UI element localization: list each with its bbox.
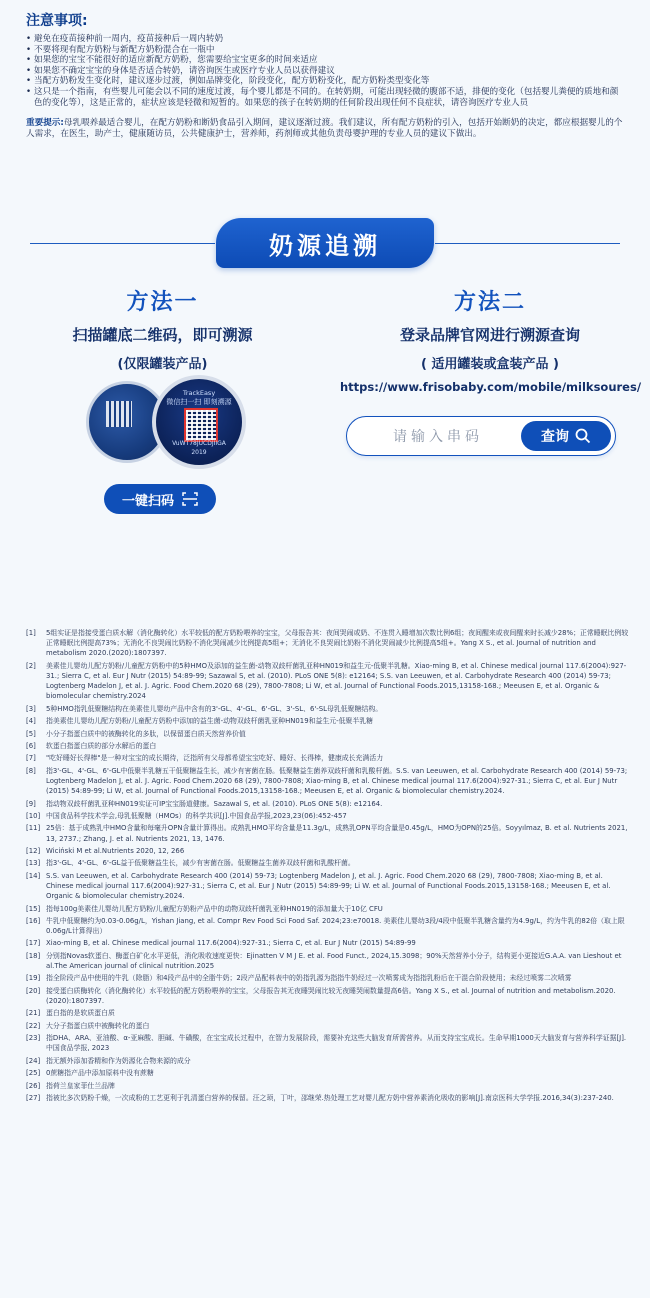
serial-input[interactable] (363, 425, 513, 449)
query-button-label: 查询 (541, 429, 569, 445)
method-one-desc: 扫描罐底二维码，即可溯源 (72, 326, 253, 344)
reference-text: 指3'-GL、4'-GL、6'-GL中低聚半乳糖五干低聚糖益生长，减少有害菌在肠。低聚糖益生菌养双歧杆菌和乳酸杆菌。S.S. van Leeuwen, et al. Carbohydrate Research 400 (2014) 59-73; Logtenberg Madelon J, et al. J. Agric. Food Chem.2020 68 (29), 7800-7808; Xiao-ming B, et al. Chinese medical journal 117.6(2004):927-31.; Sierra C, et al. Eur J Nutr (2015) 54:89-99; Li W, et al. Journal of Functional Foods.2015,13158-168.; Meeusen E, et al. Organic & biomolecular chemistry.2024. (46, 766, 628, 796)
lens-scan-text: 微信扫一扫 即刻溯源 (166, 398, 232, 406)
reference-item (26, 1068, 632, 1078)
reference-number: [24] (26, 1056, 41, 1065)
search-icon (575, 428, 591, 444)
list-item: • 避免在疫苗接种前一周内，疫苗接种后一周内转奶 (26, 34, 626, 45)
reference-text: 25倍：基于成熟乳中HMO含量和每毫升OPN含量计算得出。成熟乳HMO平均含量是11.3g/L，成熟乳OPN平均含量是0.45g/L，HMO为OPN的25倍。Soyyılmaz, B. et al. Nutrients 2021, 13, 2737.; Zhang, J. et al. Nutrients 2021, 13, 1476. (46, 824, 628, 843)
reference-number: [21] (26, 1009, 41, 1018)
reference-text: 分别指Novas软蛋白、酶蛋白矿化水平更低，消化吸收速度更快：Ejinatten V M J E. et al. Food Funct., 2024,15.3098；90%天然营养小分子，结构更小更接近G.A.A. van Lieshout et al.The American journal of clinical nutrition.2025 (46, 951, 622, 971)
reference-text: 指荷兰皇家菲仕兰品牌 (46, 1081, 115, 1090)
list-item: • 这只是一个指南，有些婴儿可能会以不同的速度过渡，每个婴儿都是不同的。在转奶期，可能出现轻微的腹部不适，排便的变化（包括婴儿粪便的质地和颜色的变化等），这是正常的，症状应该是轻微和短暂的。如果您的孩子在转奶期的任何阶段出现任何不良症状，请咨询医疗专业人员 (26, 87, 626, 108)
reference-text: 大分子指蛋白质中被酶转化的蛋白 (46, 1021, 150, 1030)
lens-year-text: 2019 (191, 449, 207, 456)
reference-item (26, 846, 632, 856)
can-qr-code (106, 401, 132, 427)
can-qr-illustration (68, 375, 248, 475)
reference-number: [14] (26, 871, 41, 880)
reference-item (26, 871, 632, 902)
reference-number: [17] (26, 939, 41, 948)
reference-number: [27] (26, 1094, 41, 1102)
reference-text: 指每100g美素佳儿婴幼儿配方奶粉/儿童配方奶粉产品中的动物双歧杆菌乳亚种HN019的添加量大于10亿 CFU (46, 904, 383, 913)
reference-item (26, 766, 632, 797)
reference-text: 0蔗糖指产品中添加原料中没有蔗糖 (46, 1069, 154, 1078)
method-two-desc: 登录品牌官网进行溯源查询 (399, 326, 580, 344)
reference-text: 软蛋白指蛋白质的部分水解后的蛋白 (46, 741, 157, 750)
reference-text: S.S. van Leeuwen, et al. Carbohydrate Research 400 (2014) 59-73; Logtenberg Madelon J, et al. J. Agric. Food Chem.2020 68 (29), 7800-7808; Xiao-ming B, et al. Chinese medical journal 117.6(2004):927-31.; Sierra C, et al. Eur J Nutr (2015) 54:89-99; Li W. et al. Journal of Functional Foods.2015,13158-168.; Meeusen E, et al. Organic & biomolecular chemistry.2024. (46, 871, 611, 901)
scan-button[interactable] (104, 484, 216, 514)
reference-text: 指美素佳儿婴幼儿配方奶粉/儿童配方奶粉中添加的益生菌-动物双歧杆菌乳亚种HN019和益生元-低聚半乳糖 (46, 717, 374, 726)
reference-text: 蛋白指的是软质蛋白质 (46, 1009, 115, 1018)
reference-item (26, 1033, 632, 1053)
lens-brand-text: TrackEasy (182, 389, 216, 397)
reference-item (26, 811, 632, 821)
reference-number: [5] (26, 729, 36, 738)
reference-text: 牛乳中低聚糖约为0.03-0.06g/L，Yishan Jiang, et al. Compr Rev Food Sci Food Saf. 2024;23:e70018. 美素佳儿婴幼3段/4段中低聚半乳糖含量约为4.9g/L，约为牛乳的82倍（取上限0.06g/L计算得出） (46, 916, 625, 936)
reference-item (26, 904, 632, 914)
reference-number: [8] (26, 766, 36, 775)
reference-text: 指动物双歧杆菌乳亚种HN019实证可IP宝宝肠道健康。Sazawal S, et al. (2010). PLoS ONE 5(8): e12164. (46, 799, 383, 808)
method-one (40, 285, 285, 372)
reference-text: 指无额外添加香精和作为奶源化合物来源的成分 (46, 1056, 191, 1065)
reference-text: 接受蛋白质酶转化（消化酶转化）水平较低的配方奶粉喂养的宝宝，父母报告其无夜睡哭闹比较无夜睡哭闹数量提高6倍。Yang X S., et al. Journal of nutrition and metabolism.2020.(2020):1807397. (46, 986, 616, 1006)
notice-list (26, 34, 626, 108)
reference-item (26, 741, 632, 751)
method-two-note: ( 适用罐装或盒装产品 ) (421, 357, 559, 372)
reference-number: [25] (26, 1069, 41, 1078)
official-url[interactable]: https://www.frisobaby.com/mobile/milksoures/ (340, 380, 642, 394)
method-two (340, 285, 640, 394)
reference-item (26, 1081, 632, 1091)
reference-item (26, 973, 632, 983)
reference-item (26, 986, 632, 1006)
reference-text: 小分子指蛋白质中的被酶转化的多肽，以保留蛋白质天然营养价值 (46, 729, 246, 738)
divider (30, 243, 215, 244)
method-two-title: 方法二 (453, 290, 526, 315)
reference-item (26, 951, 632, 971)
list-item: • 如果您的宝宝不能很好的适应新配方奶粉，您需要给宝宝更多的时间来适应 (26, 55, 626, 66)
reference-item (26, 916, 632, 936)
reference-item (26, 823, 632, 843)
reference-item (26, 799, 632, 809)
notice-section (26, 10, 626, 140)
reference-number: [10] (26, 811, 41, 820)
reference-text: 美素佳儿婴幼儿配方奶粉/儿童配方奶粉中的5种HMO及添加的益生菌-动物双歧杆菌乳亚种HN019和益生元-低聚半乳糖。Xiao-ming B, et al. Chinese medical journal 117.6(2004):927-31.; Sierra C, et al. Eur J Nutr (2015) 54:89-99; Sazawal S, et al. (2010). PLoS ONE 5(8): e12164; S.S. van Leeuwen, et al. Carbohydrate Research 400 (2014) 59-73; Logtenberg Madelon J, et al. J. Agric. Food Chem.2020 68 (29), 7800-7808; Li W, et al. Journal of Functional Foods.2015,13158-168.; Meeusen E, et al. Organic & biomolecular chemistry.2024 (46, 661, 627, 701)
list-item: • 如果您不确定宝宝的身体是否适合转奶，请咨询医生或医疗专业人员以获得建议 (26, 66, 626, 77)
method-one-title: 方法一 (126, 290, 199, 315)
reference-item (26, 1093, 632, 1103)
reference-text: Xiao-ming B, et al. Chinese medical journal 117.6(2004):927-31.; Sierra C, et al. Eur J Nutr (2015) 54:89-99 (46, 939, 416, 948)
reference-number: [19] (26, 974, 41, 983)
reference-number: [23] (26, 1034, 41, 1043)
list-item: • 当配方奶粉发生变化时，建议逐步过渡，例如品牌变化，阶段变化，配方奶粉变化，配方奶粉类型变化等 (26, 76, 626, 87)
list-item: • 不要将现有配方奶粉与新配方奶粉混合在一瓶中 (26, 45, 626, 56)
reference-number: [26] (26, 1081, 41, 1090)
reference-number: [2] (26, 661, 36, 670)
reference-number: [12] (26, 846, 41, 855)
reference-item (26, 858, 632, 868)
method-one-note: (仅限罐装产品) (117, 357, 208, 372)
reference-number: [3] (26, 704, 36, 713)
reference-number: [11] (26, 824, 41, 833)
reference-text: 中国食品科学技术学会,母乳低聚糖（HMOs）的科学共识[J].中国食品学报,2023,23(06):452-457 (46, 811, 347, 820)
reference-number: [13] (26, 859, 41, 868)
reference-text: "吃好睡好长得棒"是一种对宝宝的成长期待，泛指所有父母都希望宝宝吃好、睡好、长得棒，健康成长充满活力 (46, 754, 384, 763)
magnifier-qr (152, 375, 246, 469)
reference-item (26, 1021, 632, 1031)
reference-text: 指被比多次奶粉千燥，一次成粉的工艺更利于乳清蛋白营养的保留。汪之顼，丁叶，邵继荣.热处理工艺对婴儿配方奶中营养素消化吸收的影响[J].南京医科大学学报.2016,34(3):237-240. (46, 1094, 614, 1102)
reference-item (26, 938, 632, 948)
reference-text: 5组实证是指接受蛋白质水解（消化酶转化）水平较低的配方奶粉喂养的宝宝，父母报告其：夜间哭闹或奶、不连贯入睡增加次数比例6组；夜间醒来或夜间醒来时长减少28%；正常睡眠比例较正常睡眠比例提高73%；无消化不良哭闹比奶粉不消化哭闹减少比例提高5组+；无消化不良哭闹比奶粉不消化哭闹减少比例提高5组+。Yang X S., et al. Journal of nutrition and metabolism 2020.(2020):1807397. (46, 629, 629, 658)
reference-item (26, 716, 632, 726)
reference-number: [6] (26, 741, 36, 750)
reference-item (26, 628, 632, 659)
reference-item (26, 729, 632, 739)
reference-number: [1] (26, 629, 36, 637)
reference-number: [4] (26, 717, 36, 726)
serial-search-box (346, 416, 616, 456)
trace-title: 奶源追溯 (216, 218, 434, 268)
divider (435, 243, 620, 244)
notice-title: 注意事项: (26, 13, 88, 29)
reference-number: [16] (26, 916, 41, 925)
reference-text: 指DHA、ARA、亚油酸、α-亚麻酸、胆碱、牛磺酸，在宝宝成长过程中，在智力发展阶段，需要补充这些大脑发育所需营养。从而支持宝宝成长。生命早期1000天大脑发育与营养科学证据[J].中国食品学报, 2023 (46, 1034, 627, 1053)
reference-item (26, 704, 632, 714)
lens-code-text: VuWT78JUCDJIIGA (172, 440, 226, 447)
reference-number: [7] (26, 754, 36, 763)
reference-text: Wiciński M et al.Nutrients 2020, 12, 266 (46, 846, 185, 855)
tip-text: 母乳喂养最适合婴儿，在配方奶粉和断奶食品引入期间，建议逐渐过渡。我们建议，所有配方奶粉的引入，包括开始断奶的决定，都应根据婴儿的个人需求，在医生，助产士，健康随访员，公共健康护士，营养师，药剂师或其他负责母婴护理的专业人员的建议下做出。 (26, 118, 623, 140)
reference-item (26, 753, 632, 763)
reference-item (26, 1008, 632, 1018)
trace-header (0, 218, 650, 268)
tip-label: 重要提示: (26, 118, 64, 129)
reference-number: [22] (26, 1021, 41, 1030)
reference-item (26, 661, 632, 702)
scan-icon (182, 492, 198, 506)
reference-number: [9] (26, 799, 36, 808)
query-button[interactable] (521, 421, 611, 451)
reference-number: [18] (26, 951, 41, 960)
important-tip (26, 118, 626, 140)
qr-code-icon (184, 408, 218, 442)
reference-number: [15] (26, 904, 41, 913)
reference-item (26, 1056, 632, 1066)
reference-number: [20] (26, 986, 41, 995)
reference-text: 5种HMO指乳低聚糖结构在美素佳儿婴幼产品中含有的3'-GL、4'-GL、6'-GL、3'-SL、6'-SL母乳低聚糖结构。 (46, 704, 383, 713)
scan-button-label: 一键扫码 (121, 493, 174, 509)
reference-text: 指全阶段产品中使用的牛乳（除脂）和4段产品中的全脂牛奶；2段产品配料表中的奶指乳源为指指牛奶经过一次喷雾成为指指乳粉后在干混合阶段使用；未经过喷雾二次喷雾 (46, 974, 572, 983)
references-list (26, 628, 632, 1105)
reference-text: 指3'-GL、4'-GL、6'-GL益于低聚糖益生长，减少有害菌在肠。低聚糖益生菌养双歧杆菌和乳酸杆菌。 (46, 859, 355, 868)
